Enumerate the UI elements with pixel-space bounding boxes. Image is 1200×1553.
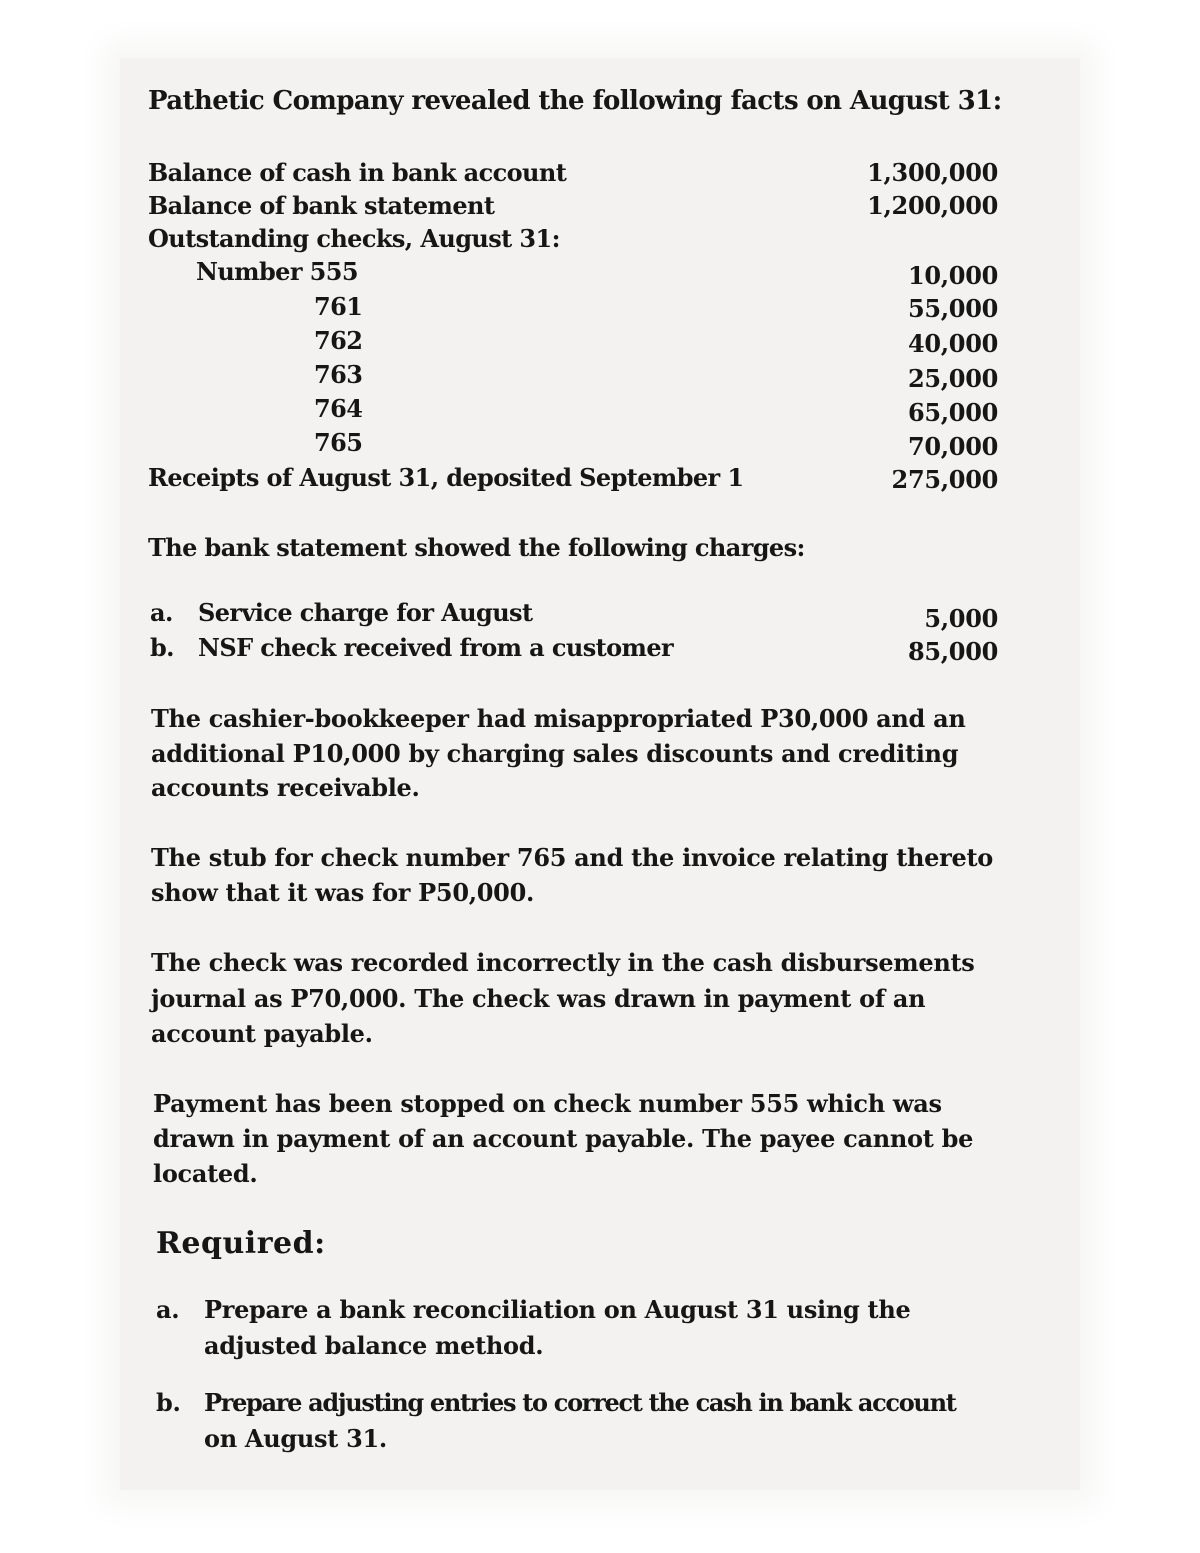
charges-heading: The bank statement showed the following charges:	[148, 533, 805, 562]
page-title: Pathetic Company revealed the following facts on August 31:	[148, 86, 1002, 116]
check-number: 763	[314, 360, 363, 389]
check-amount: 10,000	[907, 261, 998, 290]
check-number: 765	[314, 428, 363, 457]
required-heading: Required:	[156, 1226, 326, 1261]
required-line: adjusted balance method.	[204, 1331, 544, 1360]
charge-marker: a.	[150, 598, 173, 627]
check-number: 764	[314, 394, 363, 423]
paragraph-line: Payment has been stopped on check number 555 which was	[153, 1089, 942, 1118]
check-amount: 40,000	[907, 329, 998, 358]
required-line: Prepare adjusting entries to correct the cash in bank account	[204, 1388, 956, 1417]
check-amount: 25,000	[907, 364, 998, 393]
paragraph-line: show that it was for P50,000.	[151, 878, 535, 907]
check-amount: 70,000	[907, 432, 998, 461]
paragraph-line: The stub for check number 765 and the invoice relating thereto	[151, 843, 993, 872]
bank-statement-value: 1,200,000	[867, 191, 998, 220]
paragraph-line: The check was recorded incorrectly in the cash disbursements	[151, 948, 975, 977]
outstanding-checks-label: Outstanding checks, August 31:	[148, 224, 560, 253]
bank-statement-label: Balance of bank statement	[148, 191, 495, 220]
receipts-value: 275,000	[891, 465, 998, 494]
paragraph-line: additional P10,000 by charging sales discounts and crediting	[151, 739, 959, 768]
check-amount: 55,000	[907, 294, 998, 323]
paragraph-line: account payable.	[151, 1019, 373, 1048]
paragraph-line: The cashier-bookkeeper had misappropriated P30,000 and an	[151, 704, 966, 733]
required-line: Prepare a bank reconciliation on August 31 using the	[204, 1295, 911, 1324]
receipts-label: Receipts of August 31, deposited September 1	[148, 463, 744, 492]
cash-balance-value: 1,300,000	[867, 158, 998, 187]
paragraph-line: accounts receivable.	[151, 773, 420, 802]
paragraph-line: journal as P70,000. The check was drawn in payment of an	[151, 984, 926, 1013]
required-marker: a.	[156, 1295, 180, 1324]
required-line: on August 31.	[204, 1424, 387, 1453]
paragraph-line: drawn in payment of an account payable. The payee cannot be	[153, 1124, 974, 1153]
check-number: 762	[314, 326, 363, 355]
check-amount: 65,000	[907, 398, 998, 427]
check-number: Number 555	[196, 257, 358, 286]
charge-label: Service charge for August	[198, 598, 533, 627]
charge-marker: b.	[150, 633, 174, 662]
charge-amount: 85,000	[907, 637, 998, 666]
charge-amount: 5,000	[924, 604, 998, 633]
check-number: 761	[314, 292, 363, 321]
required-marker: b.	[156, 1388, 181, 1417]
cash-balance-label: Balance of cash in bank account	[148, 158, 567, 187]
paragraph-line: located.	[153, 1159, 258, 1188]
charge-label: NSF check received from a customer	[198, 633, 674, 662]
